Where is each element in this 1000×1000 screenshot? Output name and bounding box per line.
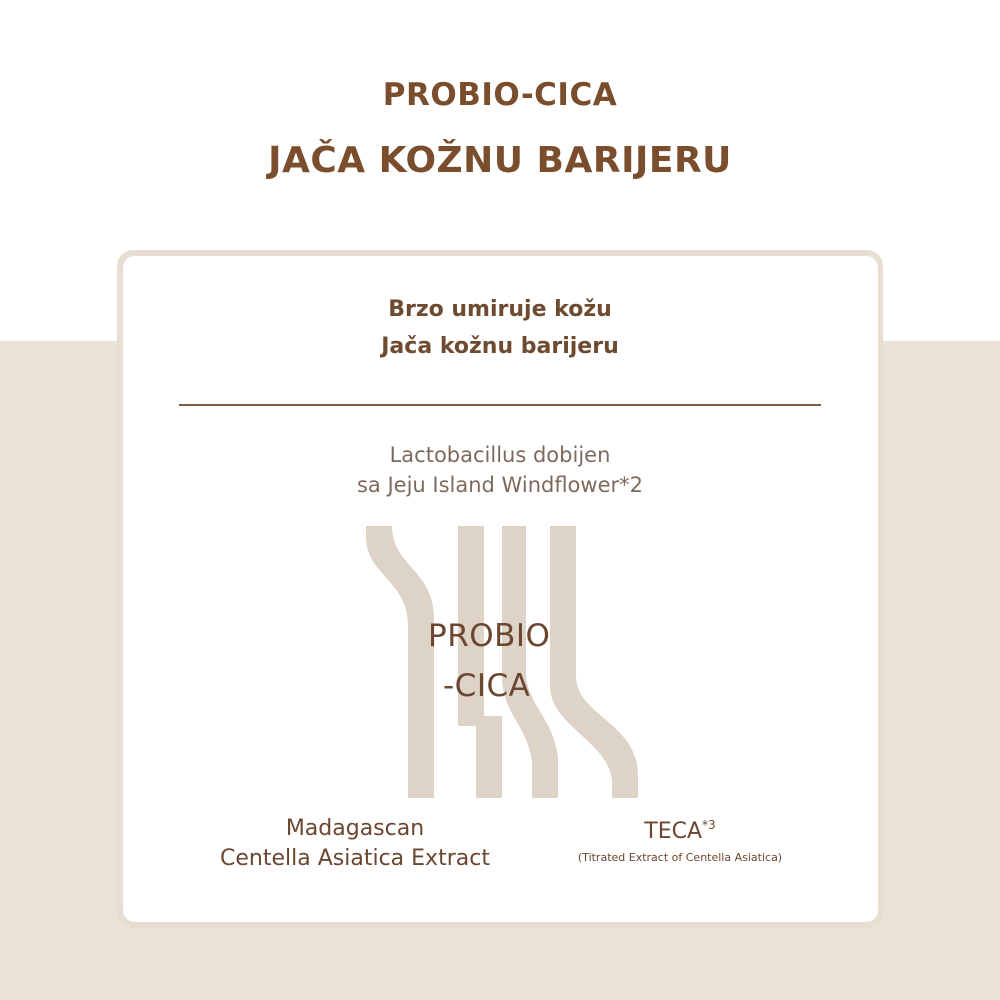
headline-line-2: JAČA KOŽNU BARIJERU (268, 140, 732, 181)
ingredient-right-note: (Titrated Extract of Centella Asiatica) (577, 851, 783, 864)
headline-line-1: PROBIO-CICA (382, 77, 618, 113)
source-line-1: Lactobacillus dobijen (389, 443, 611, 467)
ribbon-middle (458, 526, 502, 798)
teca-superscript: *3 (702, 818, 716, 832)
benefit-soothes: Brzo umiruje kožu (388, 297, 612, 322)
ingredient-left-line-1: Madagascan (285, 816, 425, 841)
teca-label: TECA (644, 819, 703, 844)
source-line-2: sa Jeju Island Windflower*2 (356, 473, 643, 497)
ingredient-left-line-2: Centella Asiatica Extract (220, 846, 490, 871)
ribbon-left (366, 526, 434, 798)
ribbon-graphic (360, 526, 650, 798)
ribbon-right (550, 526, 638, 798)
divider-line (179, 404, 821, 406)
benefit-barrier: Jača kožnu barijeru (381, 334, 619, 359)
center-title-line-1: PROBIO (428, 618, 551, 654)
center-title-line-2: -CICA (443, 668, 531, 704)
ingredient-right-name (560, 818, 800, 844)
ribbon-mid-right (502, 526, 558, 798)
